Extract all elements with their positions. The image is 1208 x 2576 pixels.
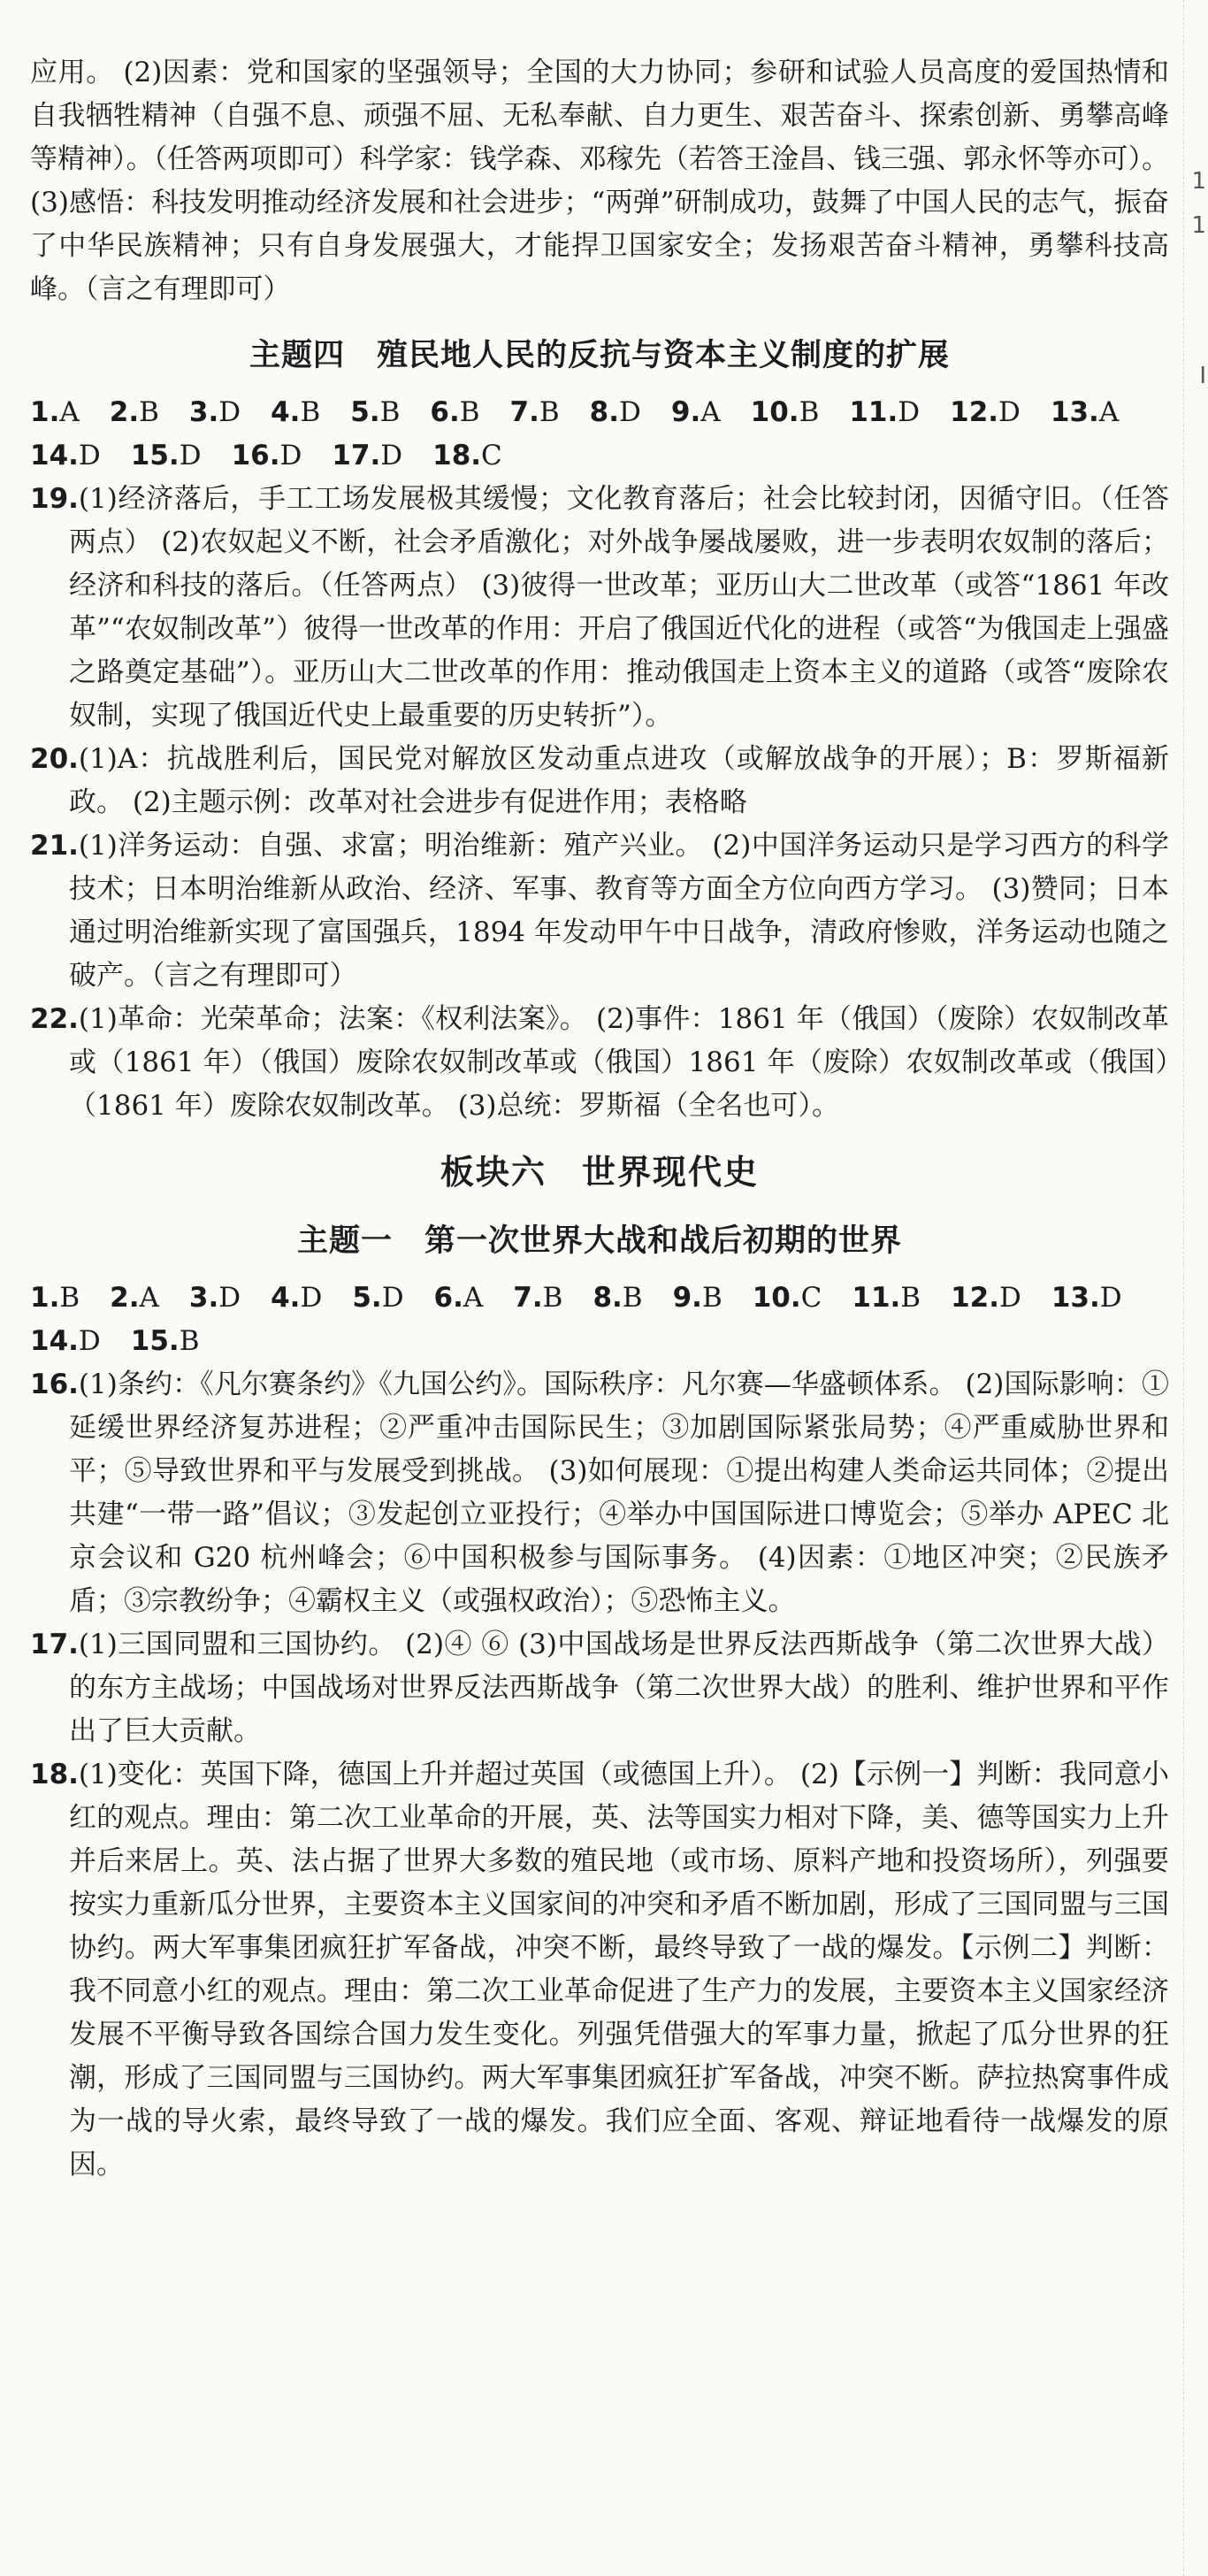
choice-answer (1051, 391, 1119, 434)
choice-number: 3. (188, 396, 219, 428)
theme1-title: 主题一 第一次世界大战和战后初期的世界 (296, 1223, 902, 1259)
choice-answer (513, 1276, 562, 1320)
choice-letter: D (998, 396, 1021, 428)
choice-letter: A (1098, 396, 1120, 428)
question-answer: (1)条约：《凡尔赛条约》《九国公约》。国际秩序：凡尔赛—华盛顿体系。 (2)国际影响：①延缓世界经济复苏进程；②严重冲击国际民生；③加剧国际紧张局势；④严重威胁世界和平；⑤导致世界和平与发展受到挑战。 (3)如何展现：①提出构建人类命运共同体；②提出共建“一带一路”倡议；③发起创立亚投行；④举办中国国际进口博览会；⑤举办 APEC 北京会议和 G20 杭州峰会；⑥中国积极参与国际事务。 (4)因素：①地区冲突；②民族矛盾；③宗教纷争；④霸权主义（或强权政治）；⑤恐怖主义。 (69, 1368, 1169, 1617)
choice-answer (751, 391, 820, 434)
choice-number: 13. (1051, 1282, 1100, 1314)
theme4-q20 (30, 738, 1169, 824)
choice-number: 4. (271, 396, 301, 428)
choice-answer (510, 391, 560, 434)
theme4-q21 (30, 824, 1169, 998)
choice-number: 15. (130, 1325, 180, 1357)
block6-title: 板块六 世界现代史 (440, 1153, 759, 1192)
theme4-q22 (30, 998, 1169, 1128)
question-answer: (1)革命：光荣革命；法案：《权利法案》。 (2)事件：1861 年（俄国）（废除）农奴制改革或（1861 年）（俄国）废除农奴制改革或（俄国）1861 年（废除）农奴制改革或（俄国）（1861 年）废除农奴制改革。 (3)总统：罗斯福（全名也可）。 (69, 1003, 1169, 1122)
choice-letter: D (300, 1282, 323, 1314)
theme1-q17 (30, 1623, 1169, 1753)
choice-number: 9. (672, 1282, 702, 1314)
choice-letter: B (539, 396, 560, 428)
choice-number: 12. (950, 396, 999, 428)
choice-number: 3. (188, 1282, 219, 1314)
question-number: 20. (30, 743, 79, 775)
question-answer: (1)洋务运动：自强、求富；明治维新：殖产兴业。 (2)中国洋务运动只是学习西方的科学技术；日本明治维新从政治、经济、军事、教育等方面全方位向西方学习。 (3)赞同；日本通过明治维新实现了富国强兵，1894 年发动甲午中日战争，清政府惨败，洋务运动也随之破产。（言之有理即可） (69, 830, 1169, 992)
theme1-q18 (30, 1753, 1169, 2187)
choice-letter: A (139, 1282, 159, 1314)
choice-number: 10. (752, 1282, 801, 1314)
choice-letter: D (279, 440, 302, 472)
choice-answer (30, 1276, 80, 1320)
choice-number: 1. (30, 1282, 60, 1314)
choice-number: 7. (513, 1282, 543, 1314)
choice-answer (110, 1276, 159, 1320)
question-number: 19. (30, 483, 79, 515)
choice-letter: B (179, 1325, 200, 1357)
choice-letter: A (700, 396, 721, 428)
choice-number: 6. (433, 1282, 463, 1314)
choice-number: 16. (231, 440, 280, 472)
choice-answer (590, 391, 641, 434)
choice-answer (430, 391, 479, 434)
choice-letter: B (542, 1282, 563, 1314)
theme4-title: 主题四 殖民地人民的反抗与资本主义制度的扩展 (248, 338, 950, 373)
choice-answer (593, 1276, 642, 1320)
choice-number: 6. (430, 396, 460, 428)
choice-letter: D (999, 1282, 1021, 1314)
choice-answer (753, 1276, 822, 1320)
choice-number: 8. (589, 396, 620, 428)
choice-letter: C (481, 440, 502, 472)
choice-number: 12. (951, 1282, 999, 1314)
margin-mark: 1 (1191, 212, 1206, 239)
choice-letter: A (59, 396, 80, 428)
question-number: 22. (30, 1003, 79, 1035)
choice-letter: B (59, 1282, 80, 1314)
choice-number: 7. (509, 396, 539, 428)
choice-number: 14. (30, 1325, 79, 1357)
choice-letter: B (799, 396, 820, 428)
theme1-choice-answers (30, 1276, 1169, 1363)
choice-letter: D (619, 396, 641, 428)
choice-letter: B (300, 396, 321, 428)
question-answer: (1)变化：英国下降，德国上升并超过英国（或德国上升）。 (2)【示例一】判断：我同意小红的观点。理由：第二次工业革命的开展，英、法等国实力相对下降，美、德等国实力上升并后来居上。英、法占据了世界大多数的殖民地（或市场、原料产地和投资场所），列强要按实力重新瓜分世界，主要资本主义国家间的冲突和矛盾不断加剧，形成了三国同盟与三国协约。两大军事集团疯狂扩军备战，冲突不断，最终导致了一战的爆发。【示例二】判断：我不同意小红的观点。理由：第二次工业革命促进了生产力的发展，主要资本主义国家经济发展不平衡导致各国综合国力发生变化。列强凭借强大的军事力量，掀起了瓜分世界的狂潮，形成了三国同盟与三国协约。两大军事集团疯狂扩军备战，冲突不断。萨拉热窝事件成为一战的导火索，最终导致了一战的爆发。我们应全面、客观、辩证地看待一战爆发的原因。 (69, 1759, 1169, 2181)
choice-answer (352, 1276, 403, 1320)
choice-answer (849, 391, 920, 434)
choice-number: 4. (271, 1282, 301, 1314)
choice-answer (950, 391, 1021, 434)
intro-continuation: 应用。 (2)因素：党和国家的坚强领导；全国的大力协同；参研和试验人员高度的爱国热情和自我牺牲精神（自强不息、顽强不屈、无私奉献、自力更生、艰苦奋斗、探索创新、勇攀高峰等精神）。（任答两项即可）科学家：钱学森、邓稼先（若答王淦昌、钱三强、郭永怀等亦可）。 (3)感悟：科技发明推动经济发展和社会进步；“两弹”研制成功，鼓舞了中国人民的志气，振奋了中华民族精神；只有自身发展强大，才能捍卫国家安全；发扬艰苦奋斗精神，勇攀科技高峰。（言之有理即可） (30, 57, 1169, 305)
question-number: 17. (30, 1629, 79, 1660)
choice-number: 5. (352, 1282, 382, 1314)
choice-answer (30, 1320, 101, 1363)
question-answer: (1)经济落后，手工工场发展极其缓慢；文化教育落后；社会比较封闭，因循守旧。（任答两点） (2)农奴起义不断，社会矛盾激化；对外战争屡战屡败，进一步表明农奴制的落后；经济和科技的落后。（任答两点） (3)彼得一世改革；亚历山大二世改革（或答“1861 年改革”“农奴制改革”）彼得一世改革的作用：开启了俄国近代化的进程（或答“为俄国走上强盛之路奠定基础”）。亚历山大二世改革的作用：推动俄国走上资本主义的道路（或答“废除农奴制，实现了俄国近代史上最重要的历史转折”）。 (69, 483, 1169, 732)
choice-answer (131, 434, 202, 478)
choice-letter: D (1099, 1282, 1122, 1314)
choice-answer (1051, 1276, 1122, 1320)
choice-number: 15. (130, 440, 180, 472)
choice-answer (131, 1320, 200, 1363)
choice-number: 14. (30, 440, 79, 472)
choice-answer (30, 434, 101, 478)
choice-answer (951, 1276, 1021, 1320)
choice-letter: B (379, 396, 401, 428)
choice-answer (673, 1276, 723, 1320)
choice-letter: D (179, 440, 202, 472)
question-answer: (1)A：抗战胜利后，国民党对解放区发动重点进攻（或解放战争的开展）；B：罗斯福新政。 (2)主题示例：改革对社会进步有促进作用；表格略 (69, 743, 1169, 818)
question-number: 21. (30, 830, 79, 862)
theme4-q19 (30, 478, 1169, 738)
choice-answer (434, 1276, 484, 1320)
answer-page (30, 51, 1169, 2187)
choice-letter: C (800, 1282, 822, 1314)
page-fold-line (1183, 0, 1184, 2576)
choice-number: 9. (670, 396, 701, 428)
choice-number: 2. (109, 396, 140, 428)
choice-letter: B (701, 1282, 723, 1314)
choice-number: 2. (110, 1282, 140, 1314)
choice-answer (671, 391, 721, 434)
choice-number: 11. (849, 396, 898, 428)
margin-mark: 1 (1191, 168, 1206, 195)
choice-answer (30, 391, 80, 434)
choice-number: 17. (332, 440, 381, 472)
choice-number: 8. (593, 1282, 623, 1314)
choice-number: 10. (750, 396, 799, 428)
choice-letter: D (218, 396, 241, 428)
choice-answer (852, 1276, 921, 1320)
choice-number: 1. (30, 396, 60, 428)
choice-letter: B (622, 1282, 643, 1314)
choice-answer (232, 434, 302, 478)
choice-letter: D (218, 1282, 241, 1314)
choice-letter: D (380, 440, 403, 472)
choice-letter: B (139, 396, 159, 428)
choice-number: 11. (852, 1282, 901, 1314)
question-number: 18. (30, 1759, 79, 1790)
choice-letter: A (463, 1282, 484, 1314)
choice-answer (432, 434, 502, 478)
choice-answer (271, 391, 320, 434)
choice-answer (271, 1276, 322, 1320)
choice-answer (350, 391, 400, 434)
choice-answer (332, 434, 402, 478)
choice-answer (189, 1276, 241, 1320)
choice-letter: D (78, 1325, 101, 1357)
theme4-choice-answers (30, 391, 1169, 478)
theme1-q16 (30, 1363, 1169, 1623)
choice-letter: D (78, 440, 101, 472)
choice-number: 18. (432, 440, 482, 472)
question-number: 16. (30, 1368, 79, 1400)
choice-letter: B (900, 1282, 921, 1314)
choice-letter: B (459, 396, 480, 428)
choice-answer (110, 391, 159, 434)
choice-letter: D (381, 1282, 404, 1314)
margin-mark: I (1199, 363, 1206, 389)
choice-number: 13. (1050, 396, 1099, 428)
choice-answer (189, 391, 241, 434)
choice-number: 5. (350, 396, 380, 428)
choice-letter: D (898, 396, 921, 428)
question-answer: (1)三国同盟和三国协约。 (2)④ ⑥ (3)中国战场是世界反法西斯战争（第二次世界大战）的东方主战场；中国战场对世界反法西斯战争（第二次世界大战）的胜利、维护世界和平作出了巨大贡献。 (69, 1629, 1169, 1747)
